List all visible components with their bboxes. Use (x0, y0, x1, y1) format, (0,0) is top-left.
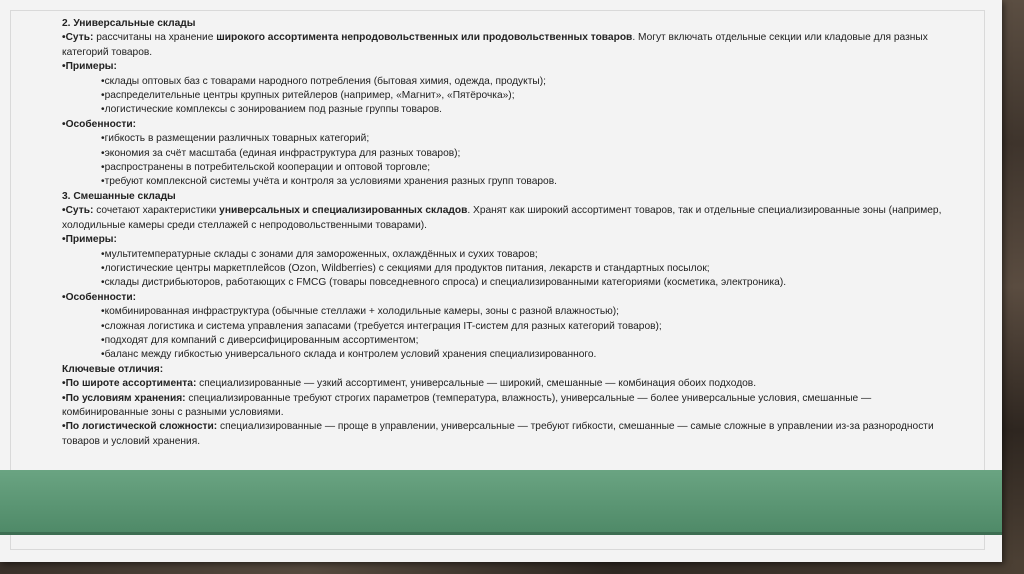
section3-examples-label: •Примеры: (62, 234, 117, 246)
difference-item: •По логистической сложности: специализированные — проще в управлении, универсальные — требуют гибкости, смешанные — самые сложные в управлении из-за разнородности товаров и условий хранения. (62, 421, 934, 447)
background-wall-bottom (0, 560, 1024, 574)
list-item: •склады оптовых баз с товарами народного потребления (бытовая химия, одежда, продукты); (101, 75, 546, 87)
section2-essence: •Суть: рассчитаны на хранение широкого ассортимента непродовольственных или продовольственных товаров. Могут включать отдельные секции или кладовые для разных категорий товаров. (62, 32, 928, 58)
list-item: •распространены в потребительской кооперации и оптовой торговле; (101, 162, 431, 174)
section3-features-label: •Особенности: (62, 291, 137, 303)
slide-content (62, 17, 942, 449)
list-item: •подходят для компаний с диверсифицированным ассортиментом; (101, 334, 419, 346)
list-item: •мультитемпературные склады с зонами для замороженных, охлаждённых и сухих товаров; (101, 248, 538, 260)
section3-title: 3. Смешанные склады (62, 190, 176, 202)
list-item: •логистические комплексы с зонированием под разные группы товаров. (101, 104, 442, 116)
list-item: •баланс между гибкостью универсального склада и контролем условий хранения специализированного. (101, 349, 597, 361)
section2-title: 2. Универсальные склады (62, 18, 196, 29)
differences-title: Ключевые отличия: (62, 363, 164, 375)
section2-features-label: •Особенности: (62, 118, 137, 130)
list-item: •экономия за счёт масштаба (единая инфраструктура для разных товаров); (101, 147, 461, 159)
list-item: •склады дистрибьюторов, работающих с FMCG (товары повседневного спроса) и специализированными категориями (косметика, электроника). (101, 277, 787, 289)
difference-item: •По условиям хранения: специализированные требуют строгих параметров (температура, влажность), универсальные — более универсальные условия, смешанные — комбинированные зоны с разными условиями. (62, 392, 872, 418)
decorative-green-band (0, 470, 1002, 532)
list-item: •гибкость в размещении различных товарных категорий; (101, 133, 370, 145)
section2-examples-label: •Примеры: (62, 61, 117, 73)
list-item: •распределительные центры крупных ритейлеров (например, «Магнит», «Пятёрочка»); (101, 90, 515, 102)
list-item: •сложная логистика и система управления запасами (требуется интеграция IT-систем для разных категорий товаров); (101, 320, 662, 332)
list-item: •комбинированная инфраструктура (обычные стеллажи + холодильные камеры, зоны с разной влажностью); (101, 306, 620, 318)
list-item: •требуют комплексной системы учёта и контроля за условиями хранения разных групп товаров. (101, 176, 557, 188)
difference-item: •По широте ассортимента: специализированные — узкий ассортимент, универсальные — широкий, смешанные — комбинация обоих подходов. (62, 378, 757, 390)
list-item: •логистические центры маркетплейсов (Ozon, Wildberries) с секциями для продуктов питания, лекарств и стандартных посылок; (101, 262, 710, 274)
section3-essence: •Суть: сочетают характеристики универсальных и специализированных складов. Хранят как широкий ассортимент товаров, так и отдельные специализированные зоны (например, холодильные камеры среди стеллажей с непродовольственными товарами). (62, 205, 942, 231)
